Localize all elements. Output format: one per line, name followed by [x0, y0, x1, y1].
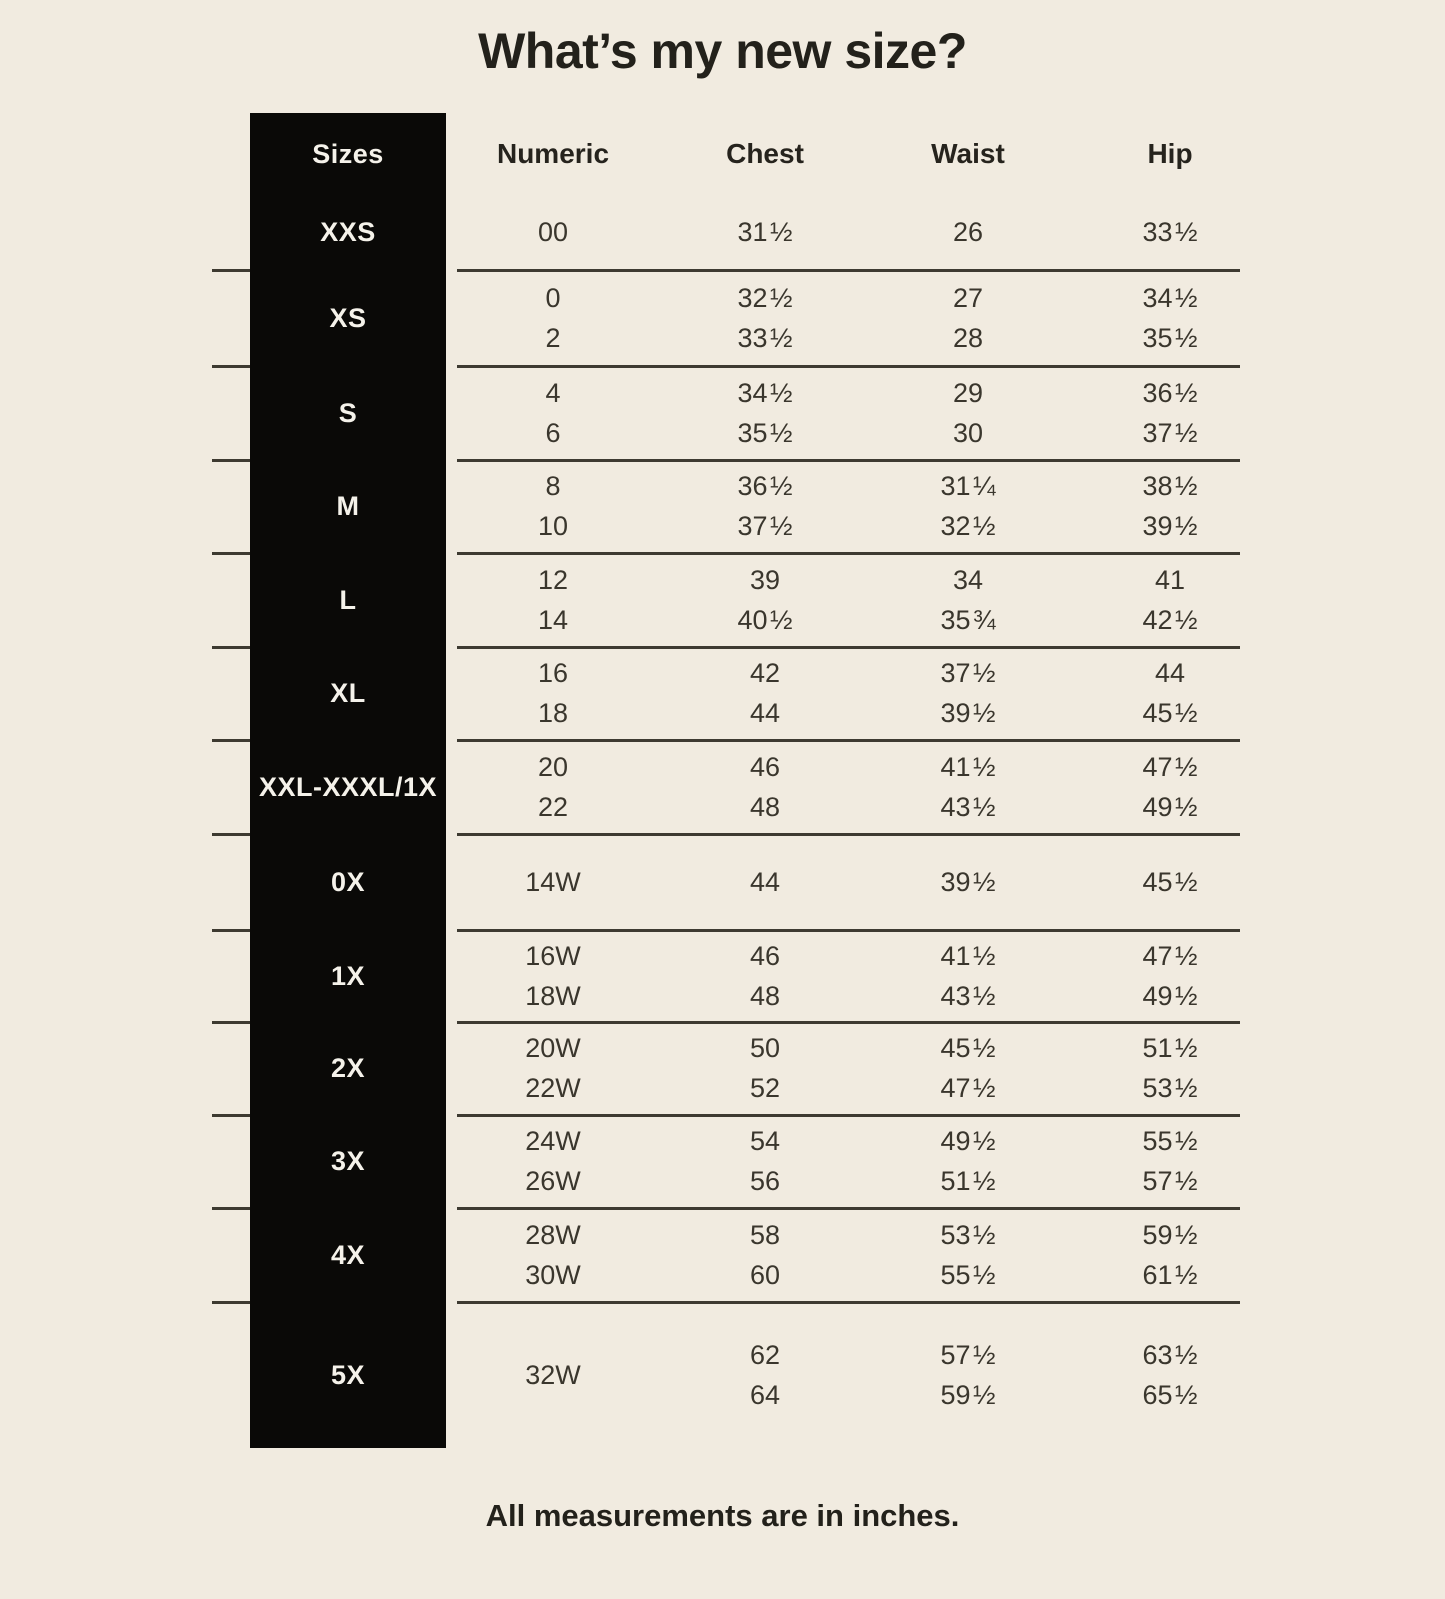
- numeric-value: 20W: [525, 1033, 581, 1063]
- hip-value: 42 ½: [1142, 604, 1198, 635]
- waist-value: 43 ½: [940, 791, 996, 822]
- chest-value: 44: [749, 866, 781, 897]
- numeric-value: 12: [537, 564, 569, 595]
- size-group-1x: [212, 930, 1240, 1022]
- size-group-l: [212, 553, 1240, 647]
- waist-value: 45 ½: [940, 1033, 996, 1063]
- measurement-rows: [446, 1022, 1274, 1115]
- row-left-stub: [212, 1115, 250, 1208]
- chest-value: 37 ½: [737, 511, 793, 541]
- header-cells: [446, 113, 1274, 195]
- measurement-row: [446, 560, 1274, 600]
- numeric-value: 6: [545, 417, 561, 448]
- chest-value: 50: [749, 1033, 781, 1063]
- numeric-value: 00: [537, 217, 569, 247]
- measurement-row: [446, 373, 1274, 413]
- waist-value: 27: [952, 282, 984, 313]
- measurement-row: [446, 600, 1274, 640]
- waist-value: 32 ½: [940, 511, 996, 541]
- measurement-row: [446, 976, 1274, 1016]
- chest-value: 31 ½: [737, 217, 793, 247]
- waist-value: 43 ½: [940, 980, 996, 1011]
- numeric-value: 0: [545, 282, 561, 313]
- numeric-value: 16: [537, 658, 569, 688]
- measurement-row: [446, 862, 1274, 902]
- chest-value: 46: [749, 751, 781, 782]
- hip-value: 61 ½: [1142, 1259, 1198, 1290]
- measurement-rows: [446, 1115, 1274, 1208]
- chest-value: 33 ½: [737, 322, 793, 353]
- numeric-value: 22W: [525, 1073, 581, 1103]
- size-label: 2X: [330, 1053, 366, 1083]
- chest-value: 34 ½: [737, 377, 793, 408]
- measurement-rows: [446, 740, 1274, 834]
- waist-value: 53 ½: [940, 1219, 996, 1250]
- waist-value: 34: [952, 564, 984, 595]
- row-left-stub: [212, 647, 250, 740]
- chest-value: 44: [749, 698, 781, 728]
- size-group-4x: [212, 1208, 1240, 1302]
- chest-value: 60: [749, 1259, 781, 1290]
- chest-value: 36 ½: [737, 471, 793, 501]
- measurement-rows: [446, 460, 1274, 553]
- measurement-row: [446, 1122, 1274, 1162]
- size-label: XS: [329, 302, 367, 333]
- measurement-row: [446, 1215, 1274, 1255]
- measurement-rows: [446, 195, 1274, 270]
- measurement-row: [446, 787, 1274, 827]
- measurement-row: [446, 213, 1274, 253]
- size-label: 4X: [330, 1239, 366, 1270]
- chest-value: 35 ½: [737, 417, 793, 448]
- numeric-value: 30W: [525, 1259, 581, 1290]
- numeric-value: 14W: [525, 866, 581, 897]
- size-label: XXL-XXXL/1X: [258, 771, 438, 802]
- waist-value: 49 ½: [940, 1126, 996, 1156]
- measurement-row: [446, 936, 1274, 976]
- hip-value: 49 ½: [1142, 791, 1198, 822]
- measurement-row: [446, 1029, 1274, 1069]
- waist-value: 57 ½: [940, 1339, 996, 1370]
- waist-value: 26: [952, 217, 984, 247]
- size-group-xxs: [212, 195, 1240, 270]
- chest-value: 32 ½: [737, 282, 793, 313]
- waist-value: 59 ½: [940, 1379, 996, 1410]
- numeric-value: 28W: [525, 1219, 581, 1250]
- numeric-value: 32W: [525, 1359, 581, 1390]
- row-left-stub: [212, 195, 250, 270]
- column-header-numeric: Numeric: [496, 138, 610, 169]
- size-group-xs: [212, 270, 1240, 366]
- numeric-value: 2: [545, 322, 561, 353]
- hip-value: 39 ½: [1142, 511, 1198, 541]
- chest-value: 48: [749, 791, 781, 822]
- numeric-value: 14: [537, 604, 569, 635]
- chest-value: 64: [749, 1379, 781, 1410]
- chest-value: 42: [749, 658, 781, 688]
- hip-value: 45 ½: [1142, 698, 1198, 728]
- row-left-stub: [212, 553, 250, 647]
- chest-value: 62: [749, 1339, 781, 1370]
- chest-value: 58: [749, 1219, 781, 1250]
- hip-value: 59 ½: [1142, 1219, 1198, 1250]
- waist-value: 39 ½: [940, 698, 996, 728]
- size-group-0x: [212, 834, 1240, 930]
- size-group-5x: [212, 1302, 1240, 1448]
- measurement-rows: [446, 930, 1274, 1022]
- measurement-row: [446, 654, 1274, 694]
- measurement-row: [446, 1162, 1274, 1202]
- footer-note: All measurements are in inches.: [485, 1498, 960, 1533]
- waist-value: 39 ½: [940, 866, 996, 897]
- measurement-rows: [446, 647, 1274, 740]
- numeric-value: 18: [537, 698, 569, 728]
- numeric-value: 26W: [525, 1166, 581, 1196]
- hip-value: 49 ½: [1142, 980, 1198, 1011]
- hip-value: 51 ½: [1142, 1033, 1198, 1063]
- table-header-row: [212, 113, 1240, 195]
- chest-value: 48: [749, 980, 781, 1011]
- row-left-stub: [212, 930, 250, 1022]
- column-header-waist: Waist: [931, 138, 1005, 169]
- numeric-value: 8: [545, 471, 561, 501]
- column-header-sizes: Sizes: [312, 138, 384, 169]
- row-left-stub: [212, 1302, 250, 1448]
- measurement-rows: [446, 366, 1274, 460]
- hip-value: 38 ½: [1142, 471, 1198, 501]
- hip-value: 53 ½: [1142, 1073, 1198, 1103]
- size-label: 3X: [330, 1146, 366, 1176]
- waist-value: 35 ¾: [940, 604, 996, 635]
- chest-value: 40 ½: [737, 604, 793, 635]
- measurement-row: [446, 318, 1274, 358]
- waist-value: 51 ½: [940, 1166, 996, 1196]
- size-chart-table: [212, 113, 1240, 1448]
- chest-value: 39: [749, 564, 781, 595]
- hip-value: 63 ½: [1142, 1339, 1198, 1370]
- hip-value: 37 ½: [1142, 417, 1198, 448]
- waist-value: 41 ½: [940, 751, 996, 782]
- waist-value: 41 ½: [940, 940, 996, 971]
- row-left-stub: [212, 1022, 250, 1115]
- hip-value: 45 ½: [1142, 866, 1198, 897]
- measurement-rows: [446, 1208, 1274, 1302]
- chest-value: 56: [749, 1166, 781, 1196]
- hip-value: 65 ½: [1142, 1379, 1198, 1410]
- numeric-value: 20: [537, 751, 569, 782]
- row-left-stub: [212, 270, 250, 366]
- size-group-m: [212, 460, 1240, 553]
- measurement-rows: [446, 1302, 1274, 1448]
- hip-value: 41: [1154, 564, 1186, 595]
- size-group-3x: [212, 1115, 1240, 1208]
- measurement-row: [446, 1255, 1274, 1295]
- size-label: XL: [330, 678, 366, 708]
- waist-value: 29: [952, 377, 984, 408]
- hip-value: 33 ½: [1142, 217, 1198, 247]
- measurement-row: [446, 507, 1274, 547]
- measurement-row: [446, 278, 1274, 318]
- row-left-stub: [212, 834, 250, 930]
- size-label: XXS: [320, 217, 376, 247]
- hip-value: 35 ½: [1142, 322, 1198, 353]
- chest-value: 52: [749, 1073, 781, 1103]
- measurement-rows: [446, 270, 1274, 366]
- measurement-row: [446, 1069, 1274, 1109]
- numeric-value: 10: [537, 511, 569, 541]
- row-left-stub: [212, 113, 250, 195]
- size-label: 5X: [330, 1359, 366, 1390]
- waist-value: 30: [952, 417, 984, 448]
- page-title: What’s my new size?: [478, 23, 967, 79]
- measurement-rows: [446, 834, 1274, 930]
- column-header-chest: Chest: [726, 138, 804, 169]
- row-left-stub: [212, 460, 250, 553]
- measurement-rows: [446, 553, 1274, 647]
- size-label: M: [336, 491, 360, 521]
- row-left-stub: [212, 740, 250, 834]
- column-header-hip: Hip: [1147, 138, 1193, 169]
- numeric-value: 22: [537, 791, 569, 822]
- waist-value: 37 ½: [940, 658, 996, 688]
- size-label: L: [339, 584, 357, 615]
- measurement-row: [446, 413, 1274, 453]
- numeric-value: 24W: [525, 1126, 581, 1156]
- hip-value: 44: [1154, 658, 1186, 688]
- hip-value: 47 ½: [1142, 751, 1198, 782]
- numeric-value: 4: [545, 377, 561, 408]
- waist-value: 55 ½: [940, 1259, 996, 1290]
- size-groups: [212, 195, 1240, 1448]
- numeric-value: 18W: [525, 980, 581, 1011]
- row-left-stub: [212, 366, 250, 460]
- numeric-value: 16W: [525, 940, 581, 971]
- hip-value: 34 ½: [1142, 282, 1198, 313]
- chest-value: 54: [749, 1126, 781, 1156]
- size-label: 1X: [330, 960, 366, 991]
- hip-value: 55 ½: [1142, 1126, 1198, 1156]
- size-group-s: [212, 366, 1240, 460]
- measurement-row: [446, 467, 1274, 507]
- size-group-xxl-xxxl-1x: [212, 740, 1240, 834]
- hip-value: 57 ½: [1142, 1166, 1198, 1196]
- size-group-xl: [212, 647, 1240, 740]
- waist-value: 28: [952, 322, 984, 353]
- hip-value: 36 ½: [1142, 377, 1198, 408]
- row-left-stub: [212, 1208, 250, 1302]
- size-label: S: [338, 397, 358, 428]
- chest-value: 46: [749, 940, 781, 971]
- measurement-row: [446, 694, 1274, 734]
- size-group-2x: [212, 1022, 1240, 1115]
- measurement-row: [446, 747, 1274, 787]
- size-label: 0X: [330, 866, 366, 897]
- waist-value: 47 ½: [940, 1073, 996, 1103]
- header-row: [446, 138, 1274, 170]
- hip-value: 47 ½: [1142, 940, 1198, 971]
- waist-value: 31 ¼: [940, 471, 996, 501]
